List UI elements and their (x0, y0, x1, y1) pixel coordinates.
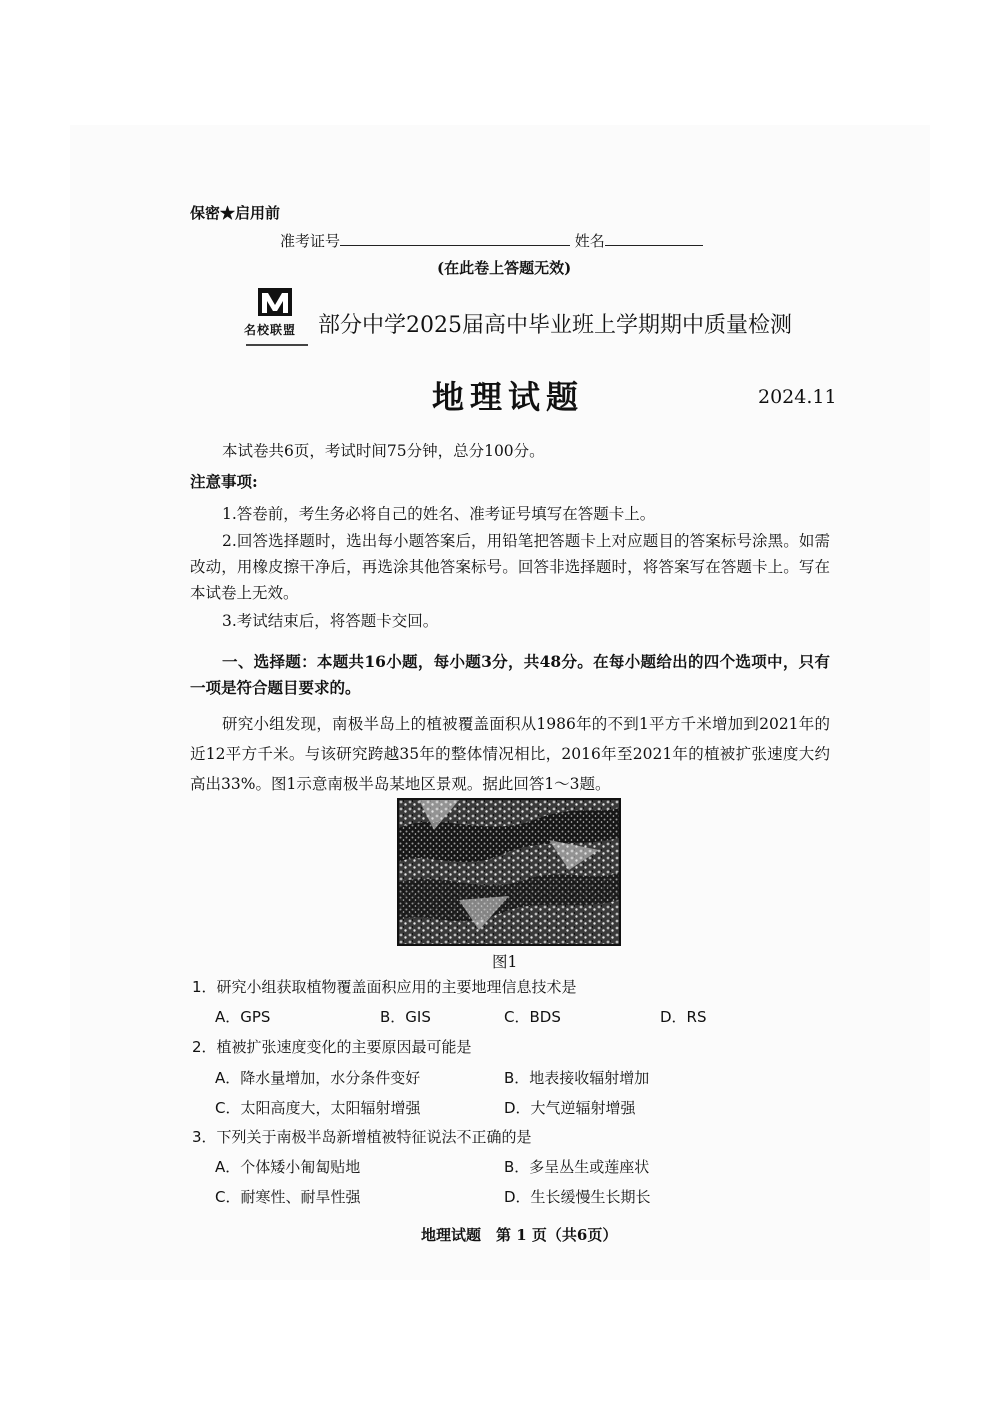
question-1-option-b[interactable]: B．GIS (380, 1008, 431, 1026)
antarctic-landscape-photo (399, 800, 619, 944)
question-1-option-c[interactable]: C．BDS (504, 1008, 561, 1026)
figure-1-caption: 图1 (492, 953, 518, 971)
league-logo (244, 286, 312, 352)
name-label: 姓名 (574, 232, 605, 250)
question-3-option-d[interactable]: D．生长缓慢生长期长 (504, 1188, 651, 1206)
exam-title: 地理试题 (432, 378, 585, 416)
question-3-option-b[interactable]: B．多呈丛生或莲座状 (504, 1158, 650, 1176)
question-1-option-a[interactable]: A．GPS (215, 1008, 271, 1026)
note-3: 3.考试结束后，将答题卡交回。 (222, 612, 439, 630)
question-1-stem: 1．研究小组获取植物覆盖面积应用的主要地理信息技术是 (192, 978, 577, 996)
question-1-option-d[interactable]: D．RS (660, 1008, 707, 1026)
exam-intro: 本试卷共6页，考试时间75分钟，总分100分。 (222, 442, 545, 460)
invalid-note: (在此卷上答题无效) (437, 259, 572, 277)
note-2: 2.回答选择题时，选出每小题答案后，用铅笔把答题卡上对应题目的答案标号涂黑。如需改动，用橡皮擦干净后，再选涂其他答案标号。回答非选择题时，将答案写在答题卡上。写在本试卷上无效。 (190, 532, 830, 602)
page-footer: 地理试题 第 1 页（共6页） (421, 1226, 618, 1244)
question-2-option-c[interactable]: C．太阳高度大，太阳辐射增强 (215, 1099, 421, 1117)
exam-sheet (70, 125, 930, 1280)
question-2-stem: 2．植被扩张速度变化的主要原因最可能是 (192, 1038, 472, 1056)
question-3-stem: 3．下列关于南极半岛新增植被特征说法不正确的是 (192, 1128, 532, 1146)
league-logo-text: 名校联盟 (244, 323, 297, 337)
exam-id-label: 准考证号 (280, 232, 341, 250)
confidential-label: 保密★启用前 (190, 204, 281, 222)
reading-passage: 研究小组发现，南极半岛上的植被覆盖面积从1986年的不到1平方千米增加到2021年的近12平方千米。与该研究跨越35年的整体情况相比，2016年至2021年的植被扩张速度大约高出33%。图1示意南极半岛某地区景观。据此回答1～3题。 (190, 715, 830, 793)
question-3-option-c[interactable]: C．耐寒性、耐旱性强 (215, 1188, 361, 1206)
exam-date: 2024.11 (758, 386, 837, 408)
exam-id-field (340, 231, 570, 246)
note-1: 1.答卷前，考生务必将自己的姓名、准考证号填写在答题卡上。 (222, 505, 656, 523)
question-2-option-b[interactable]: B．地表接收辐射增加 (504, 1069, 650, 1087)
exam-id-row (280, 230, 703, 251)
question-2-option-d[interactable]: D．大气逆辐射增强 (504, 1099, 636, 1117)
name-field (605, 231, 703, 246)
question-3-option-a[interactable]: A．个体矮小匍匐贴地 (215, 1158, 361, 1176)
league-logo-mark (244, 286, 312, 352)
figure-1-image (397, 798, 621, 946)
notes-heading: 注意事项: (190, 472, 258, 491)
question-2-option-a[interactable]: A．降水量增加，水分条件变好 (215, 1069, 421, 1087)
exam-subtitle: 部分中学2025届高中毕业班上学期期中质量检测 (318, 313, 792, 338)
section-heading: 一、选择题：本题共16小题，每小题3分，共48分。在每小题给出的四个选项中，只有一项是符合题目要求的。 (190, 652, 830, 697)
